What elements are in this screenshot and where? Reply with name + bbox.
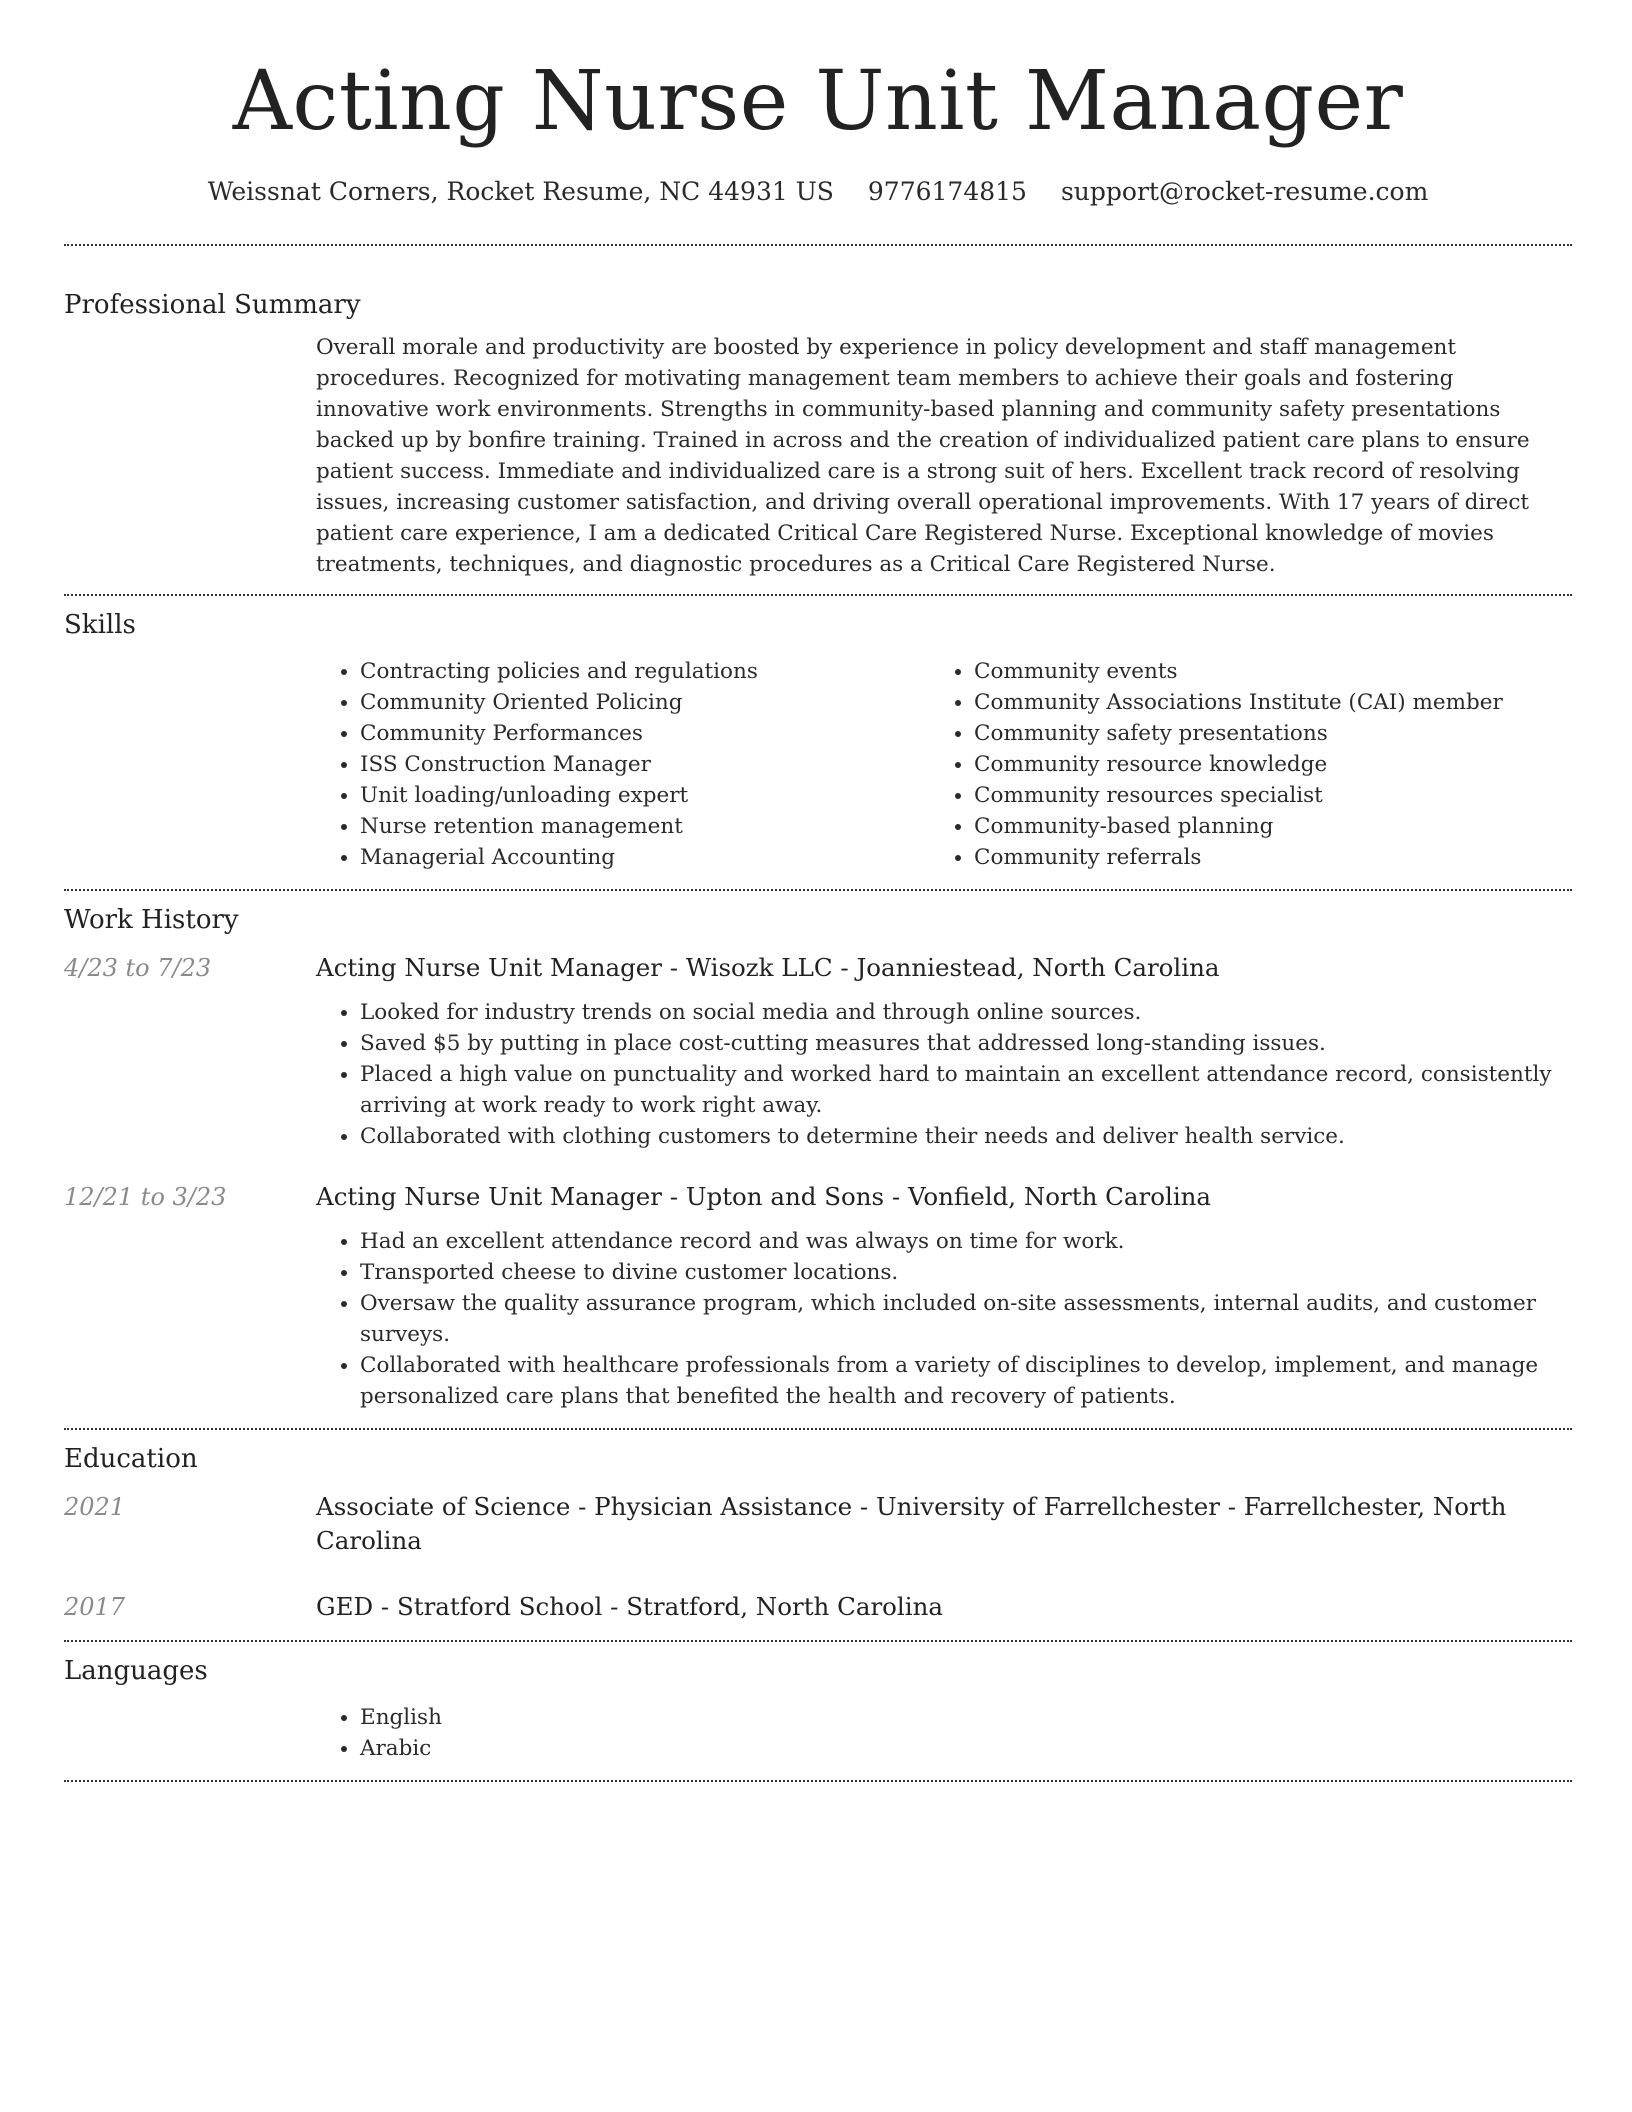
skill-item: • Contracting policies and regulations bbox=[360, 656, 930, 687]
skills-section bbox=[64, 596, 1572, 889]
skill-item: • Community events bbox=[974, 656, 1572, 687]
skills-grid bbox=[316, 656, 1572, 889]
skill-item: • Community safety presentations bbox=[974, 718, 1572, 749]
job-entry bbox=[64, 951, 1572, 1180]
languages-heading: Languages bbox=[64, 1656, 208, 1686]
skill-item: • Community resources specialist bbox=[974, 780, 1572, 811]
skill-item: • Community-based planning bbox=[974, 811, 1572, 842]
education-year: 2021 bbox=[64, 1493, 126, 1521]
languages-list bbox=[316, 1702, 1572, 1780]
languages-section bbox=[64, 1642, 1572, 1780]
skills-list-right bbox=[930, 656, 1572, 873]
job-bullet: • Collaborated with clothing customers to determine their needs and deliver health service. bbox=[360, 1121, 1572, 1152]
contact-line bbox=[64, 174, 1572, 210]
job-dates: 12/21 to 3/23 bbox=[64, 1183, 227, 1211]
education-section bbox=[64, 1430, 1572, 1640]
job-title: Acting Nurse Unit Manager - Wisozk LLC - Joanniestead, North Carolina bbox=[316, 953, 1220, 982]
skill-item: • Community resource knowledge bbox=[974, 749, 1572, 780]
language-item: • Arabic bbox=[360, 1733, 1572, 1764]
job-entry bbox=[64, 1180, 1572, 1428]
summary-heading: Professional Summary bbox=[64, 290, 361, 320]
skill-item: • Community Associations Institute (CAI) member bbox=[974, 687, 1572, 718]
job-bullet: • Looked for industry trends on social media and through online sources. bbox=[360, 997, 1572, 1028]
resume-page bbox=[64, 0, 1572, 1782]
job-bullets bbox=[316, 1226, 1572, 1412]
skill-item: • Nurse retention management bbox=[360, 811, 930, 842]
education-year: 2017 bbox=[64, 1593, 126, 1621]
skill-item: • Community Performances bbox=[360, 718, 930, 749]
divider bbox=[64, 1780, 1572, 1782]
job-body bbox=[316, 951, 1572, 1152]
job-title: Acting Nurse Unit Manager - Upton and Sons - Vonfield, North Carolina bbox=[316, 1182, 1212, 1211]
language-item: • English bbox=[360, 1702, 1572, 1733]
job-dates: 4/23 to 7/23 bbox=[64, 954, 212, 982]
job-bullet: • Oversaw the quality assurance program, which included on-site assessments, internal audits, and customer surveys. bbox=[360, 1288, 1572, 1350]
job-bullet: • Had an excellent attendance record and was always on time for work. bbox=[360, 1226, 1572, 1257]
job-bullets bbox=[316, 997, 1572, 1152]
skills-list-left bbox=[316, 656, 930, 873]
education-title: GED - Stratford School - Stratford, North Carolina bbox=[316, 1592, 943, 1621]
summary-section bbox=[64, 246, 1572, 594]
skill-item: • Community referrals bbox=[974, 842, 1572, 873]
job-body bbox=[316, 1180, 1572, 1412]
candidate-name: Acting Nurse Unit Manager bbox=[232, 54, 1404, 149]
contact-phone: 9776174815 bbox=[867, 177, 1027, 206]
contact-address: Weissnat Corners, Rocket Resume, NC 44931 US bbox=[207, 177, 834, 206]
skill-item: • Community Oriented Policing bbox=[360, 687, 930, 718]
skill-item: • ISS Construction Manager bbox=[360, 749, 930, 780]
job-bullet: • Transported cheese to divine customer locations. bbox=[360, 1257, 1572, 1288]
education-heading: Education bbox=[64, 1444, 198, 1474]
education-entry bbox=[64, 1590, 1572, 1640]
work-history-heading: Work History bbox=[64, 905, 239, 935]
work-history-section bbox=[64, 891, 1572, 1428]
job-bullet: • Saved $5 by putting in place cost-cutting measures that addressed long-standing issues. bbox=[360, 1028, 1572, 1059]
education-entry bbox=[64, 1490, 1572, 1590]
contact-email: support@rocket-resume.com bbox=[1060, 177, 1429, 206]
skill-item: • Unit loading/unloading expert bbox=[360, 780, 930, 811]
job-bullet: • Collaborated with healthcare professionals from a variety of disciplines to develop, implement, and manage personalized care plans that benefited the health and recovery of patients. bbox=[360, 1350, 1572, 1412]
education-title: Associate of Science - Physician Assistance - University of Farrellchester - Farrellchester, North Carolina bbox=[316, 1492, 1507, 1555]
skill-item: • Managerial Accounting bbox=[360, 842, 930, 873]
skills-heading: Skills bbox=[64, 610, 136, 640]
job-bullet: • Placed a high value on punctuality and worked hard to maintain an excellent attendance record, consistently arriving at work ready to work right away. bbox=[360, 1059, 1572, 1121]
summary-text: Overall morale and productivity are boosted by experience in policy development and staff management procedures. Recognized for motivating management team members to achieve their goals and fostering innovative work environments. Strengths in community-based planning and community safety presentations backed up by bonfire training. Trained in across and the creation of individualized patient care plans to ensure patient success. Immediate and individualized care is a strong suit of hers. Excellent track record of resolving issues, increasing customer satisfaction, and driving overall operational improvements. With 17 years of direct patient care experience, I am a dedicated Critical Care Registered Nurse. Exceptional knowledge of movies treatments, techniques, and diagnostic procedures as a Critical Care Registered Nurse. bbox=[316, 335, 1530, 577]
